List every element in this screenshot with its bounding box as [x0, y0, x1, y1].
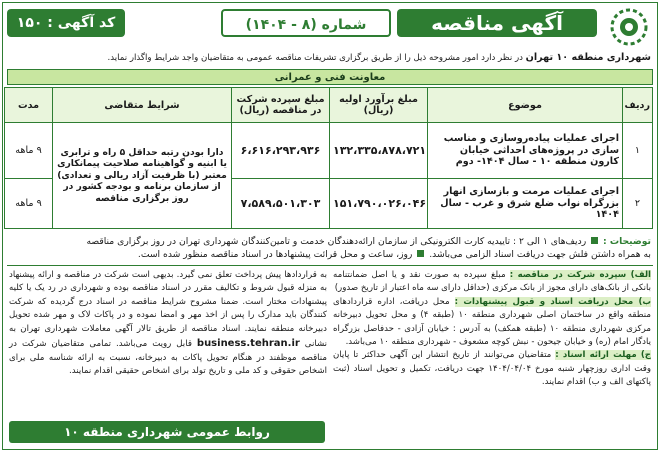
documents-location-text: محل دریافت، اداره قراردادهای منطقه واقع در ساختمان اصلی شهرداری منطقه ۱۰ (طبقه ۴) و محل تحویل دبیرخانه مرکزی شهرداری منطقه ۱۰ (طبقه همکف) به آدرس : خیابان آزادی - حدفاصل بزرگراه یادگار امام (ره) و خیابان جیحون - نبش کوچه مشعوف - شهرداری منطقه ۱۰ می‌باشد. — [333, 296, 651, 348]
table-row — [5, 123, 653, 179]
row-initial-estimate: ۱۳۲،۳۳۵،۸۷۸،۷۲۱ — [330, 123, 428, 179]
applicant-conditions: دارا بودن رتبه حداقل ۵ راه و ترابری یا ابنیه و گواهینامه صلاحیت پیمانکاری معتبر (با ظرفیت آزاد ریالی و تعدادی) از سازمان برنامه و بودجه کشور در روز برگزاری مناقصه — [53, 123, 232, 229]
row-duration: ۹ ماهه — [5, 179, 53, 229]
header-conditions: شرایط متقاضی — [53, 88, 232, 123]
tender-number: شماره (۸ - ۱۴۰۴) — [221, 9, 391, 37]
row-no: ۱ — [623, 123, 653, 179]
tender-title: آگهی مناقصه — [397, 9, 597, 37]
notes — [9, 236, 651, 262]
tender-table — [4, 87, 653, 229]
notes-text-1: ردیف‌های ۱ الی ۲ : تاییدیه کارت الکترونیکی از سازمان ارائه‌دهندگان خدمت و تامین‌کنندگان شهرداری تهران در روز برگزاری مناقصه — [86, 236, 587, 247]
intro-line — [9, 52, 651, 63]
header-initial-estimate: مبلغ برآورد اولیه (ریال) — [330, 88, 428, 123]
notes-label: توضیحات : — [602, 236, 651, 247]
notes-text-2: به همراه داشتن فلش جهت دریافت اسناد الزامی می‌باشد. — [429, 248, 651, 260]
header-subject: موضوع — [428, 88, 623, 123]
documents-location-label: ب) محل دریافت اسناد و قبول پیشنهادات : — [454, 296, 652, 307]
table-header-row — [5, 88, 653, 123]
deadline-text: متقاضیان می‌توانند از تاریخ انتشار این آگهی حداکثر تا پایان وقت اداری روزچهار شنبه مورخ ۱۴۰۴/۰۴/۰۴ جهت دریافت، تکمیل و تحویل اسناد (ثبت پاکتهای الف و ب) اقدام نمایند. — [333, 350, 652, 388]
org-name: شهرداری منطقه ۱۰ تهران — [525, 52, 651, 63]
header — [7, 5, 653, 49]
row-subject: اجرای عملیات پیاده‌روسازی و مناسب سازی در پروژه‌های احداثی خیابان کارون منطقه ۱۰ - سال ۱۴۰۴- دوم — [428, 123, 623, 179]
website-link[interactable]: business.tehran.ir — [196, 338, 300, 350]
header-deposit: مبلغ سپرده شرکت در مناقصه (ریال) — [232, 88, 330, 123]
divider — [7, 265, 653, 266]
section-title: معاونت فنی و عمرانی — [7, 69, 653, 85]
row-deposit: ۶،۶۱۶،۲۹۳،۹۳۶ — [232, 123, 330, 179]
terms-text-2: قابل رویت می‌باشد. تمامی متقاضیان شرکت در مناقصه موظفند در هنگام تحویل پاکات به دبیرخانه، نسبت به ارائه شناسه ملی برای اشخاص حقوقی و کد ملی و تاریخ تولد برای اشخاص حقیقی اقدام نمایند. — [9, 339, 327, 377]
tender-notice — [2, 2, 658, 450]
deposit-label: الف) سپرده شرکت در مناقصه : — [509, 270, 651, 280]
row-initial-estimate: ۱۵۱،۷۹۰،۰۲۶،۰۴۶ — [330, 179, 428, 229]
ad-code: کد آگهی : ۱۵۰ — [7, 9, 125, 37]
terms-text-1: به قراردادها پیش پرداخت تعلق نمی گیرد. بدیهی است شرکت در مناقصه و ارائه پیشنهاد به منزله قبول شروط و تکالیف مقرر در اسناد مناقصه بوده و شهرداری در رد یک یا کلیه پیشنهادات مختار است. ضمنا مشروح شرایط مناقصه در اسناد درج گردیده که شرکت کنندگان باید مدارک را پس از اخذ مهر و امضا نموده و در پاکات لاک و مهر شده تحویل دبیرخانه منطقه نمایند. اسناد مناقصه از طریق تالار آگهی معاملات شهرداری تهران به نشانی — [9, 270, 328, 350]
bullet-icon — [591, 237, 598, 244]
public-relations-footer: روابط عمومی شهرداری منطقه ۱۰ — [9, 421, 325, 443]
deadline-label: ج) مهلت ارائه اسناد : — [555, 350, 651, 361]
conditions-column — [333, 269, 651, 390]
municipality-logo — [607, 7, 651, 47]
row-deposit: ۷،۵۸۹،۵۰۱،۳۰۳ — [232, 179, 330, 229]
deposit-text: مبلغ سپرده به صورت نقد و یا اصل ضمانتنامه بانکی از بانک‌های دارای مجوز از بانک مرکزی (حداقل دارای سه ماه اعتبار از تاریخ صدور) — [333, 270, 651, 294]
row-duration: ۹ ماهه — [5, 123, 53, 179]
row-subject: اجرای عملیات مرمت و بازسازی انهار بزرگراه نواب ضلع شرق و غرب - سال ۱۴۰۴ — [428, 179, 623, 229]
notes-line-2 — [9, 249, 651, 262]
header-row-no: ردیف — [623, 88, 653, 123]
header-duration: مدت — [5, 88, 53, 123]
general-terms-column — [9, 269, 327, 378]
notes-line-1 — [9, 236, 651, 249]
intro-text: در نظر دارد امور مشروحه ذیل را از طریق برگزاری تشریفات مناقصه عمومی به متقاضیان واجد شرایط واگذار نماید. — [107, 53, 523, 63]
notes-text-3: روز، ساعت و محل قرائت پیشنهادها در اسناد مناقصه منظور شده است. — [137, 248, 413, 260]
row-no: ۲ — [623, 179, 653, 229]
bullet-icon — [417, 250, 424, 257]
